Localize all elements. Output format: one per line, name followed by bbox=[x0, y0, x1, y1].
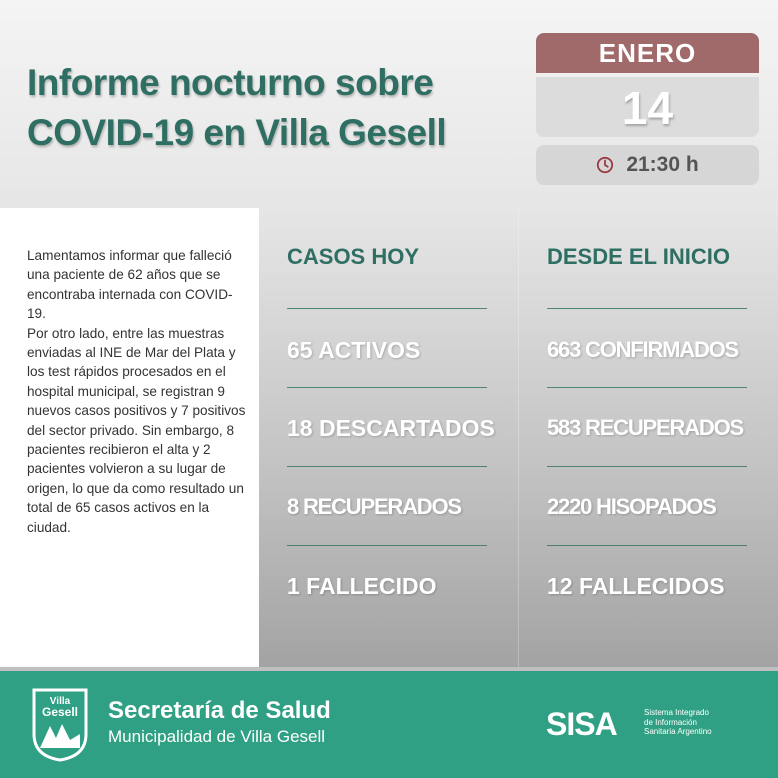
sisa-logo-icon bbox=[546, 706, 638, 740]
divider bbox=[547, 466, 747, 467]
sisa-line-2: de Información bbox=[644, 717, 697, 727]
report-paragraph-1: Lamentamos informar que falleció una paciente de 62 años que se encontraba internada con COVID-19. bbox=[27, 248, 233, 322]
today-deceased: 1 FALLECIDO bbox=[287, 573, 437, 599]
org-title: Secretaría de Salud bbox=[108, 697, 331, 724]
report-text bbox=[27, 246, 249, 537]
divider bbox=[547, 308, 747, 309]
today-discarded: 18 DESCARTADOS bbox=[287, 415, 495, 441]
page-title bbox=[27, 58, 517, 158]
total-recovered: 583 RECUPERADOS bbox=[547, 415, 743, 440]
time-badge bbox=[536, 145, 759, 185]
title-line-1: Informe nocturno sobre bbox=[27, 62, 434, 103]
header-band bbox=[0, 0, 778, 208]
sisa-wordmark: SISA bbox=[546, 706, 617, 740]
sisa-line-3: Sanitaria Argentino bbox=[644, 727, 712, 736]
total-confirmed: 663 CONFIRMADOS bbox=[547, 337, 739, 362]
clock-icon bbox=[596, 156, 614, 174]
divider bbox=[287, 387, 487, 388]
total-swabs: 2220 HISOPADOS bbox=[547, 494, 716, 519]
title-line-2: COVID-19 en Villa Gesell bbox=[27, 112, 447, 153]
column-divider bbox=[518, 208, 519, 667]
logo-text-line-1: Villa bbox=[49, 696, 71, 707]
cumulative-heading: DESDE EL INICIO bbox=[547, 244, 730, 269]
today-heading: CASOS HOY bbox=[287, 244, 420, 269]
total-deceased: 12 FALLECIDOS bbox=[547, 573, 725, 599]
report-paragraph-2: Por otro lado, entre las muestras enviadas al INE de Mar del Plata y los test rápidos procesados en el hospital municipal, se registran 9 nuevos casos positivos y 7 positivos del sector privado. Sin embargo, 8 pacientes recibieron el alta y 2 pacientes volvieron a su lugar de origen, lo que da como resultado un total de 65 casos activos en la ciudad. bbox=[27, 325, 246, 535]
villa-gesell-logo-icon bbox=[30, 686, 90, 762]
divider bbox=[287, 308, 487, 309]
sisa-line-1: Sistema Integrado bbox=[644, 708, 709, 717]
today-recovered: 8 RECUPERADOS bbox=[287, 494, 461, 519]
sisa-description bbox=[644, 708, 734, 737]
divider bbox=[547, 545, 747, 546]
divider bbox=[287, 466, 487, 467]
org-subtitle: Municipalidad de Villa Gesell bbox=[108, 727, 326, 746]
footer-top-rule bbox=[0, 667, 778, 671]
stats-panel bbox=[259, 208, 778, 667]
divider bbox=[547, 387, 747, 388]
logo-text-line-2: Gesell bbox=[41, 705, 79, 719]
time-label: 21:30 h bbox=[626, 153, 699, 176]
day-badge: 14 bbox=[536, 77, 759, 137]
today-active: 65 ACTIVOS bbox=[287, 337, 421, 363]
divider bbox=[287, 545, 487, 546]
month-badge: ENERO bbox=[536, 33, 759, 73]
